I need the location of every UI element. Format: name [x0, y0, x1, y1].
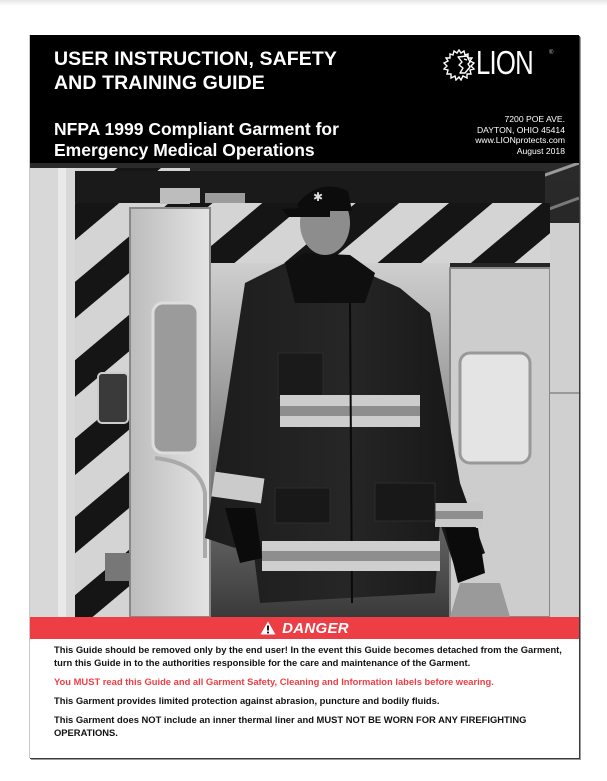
lion-head-icon [443, 49, 475, 81]
page-title [54, 47, 337, 95]
header-band [30, 35, 579, 163]
danger-paragraph-2: You MUST read this Guide and all Garment Safety, Cleaning and Information labels before wearing. [54, 676, 494, 687]
warning-triangle-icon [260, 621, 276, 635]
document-page [29, 35, 579, 758]
danger-paragraph-3: This Garment provides limited protection against abrasion, puncture and bodily fluids. [54, 695, 440, 706]
registered-mark: ® [549, 50, 554, 56]
address-city: DAYTON, OHIO 45414 [476, 124, 565, 135]
svg-text:✱: ✱ [313, 190, 324, 204]
address-date: August 2018 [516, 145, 565, 156]
subtitle-line-2: Emergency Medical Operations [54, 140, 315, 160]
lion-logo [443, 44, 568, 83]
subtitle-line-1: NFPA 1999 Compliant Garment for [54, 119, 339, 139]
title-line-2: AND TRAINING GUIDE [54, 72, 265, 94]
address-block [475, 114, 565, 156]
title-line-1: USER INSTRUCTION, SAFETY [54, 48, 337, 70]
logo-wordmark: LION [476, 44, 533, 81]
danger-paragraph-4: This Garment does NOT include an inner thermal liner and MUST NOT BE WORN FOR ANY FIREFIGHTING OPERATIONS. [54, 714, 527, 738]
danger-banner [30, 617, 579, 639]
danger-text [54, 643, 564, 745]
emt-photo [30, 163, 579, 617]
danger-label: DANGER [282, 619, 349, 637]
address-website[interactable]: www.LIONprotects.com [475, 135, 565, 145]
address-street: 7200 POE AVE. [504, 114, 565, 124]
viewer-top-shade [0, 0, 607, 6]
danger-paragraph-1: This Guide should be removed only by the end user! In the event this Guide becomes detached from the Garment, turn this Guide in to the authorities responsible for the care and maintenance of the Garment. [54, 644, 562, 668]
emt-photo-illustration [30, 163, 579, 617]
page-subtitle [54, 119, 339, 161]
